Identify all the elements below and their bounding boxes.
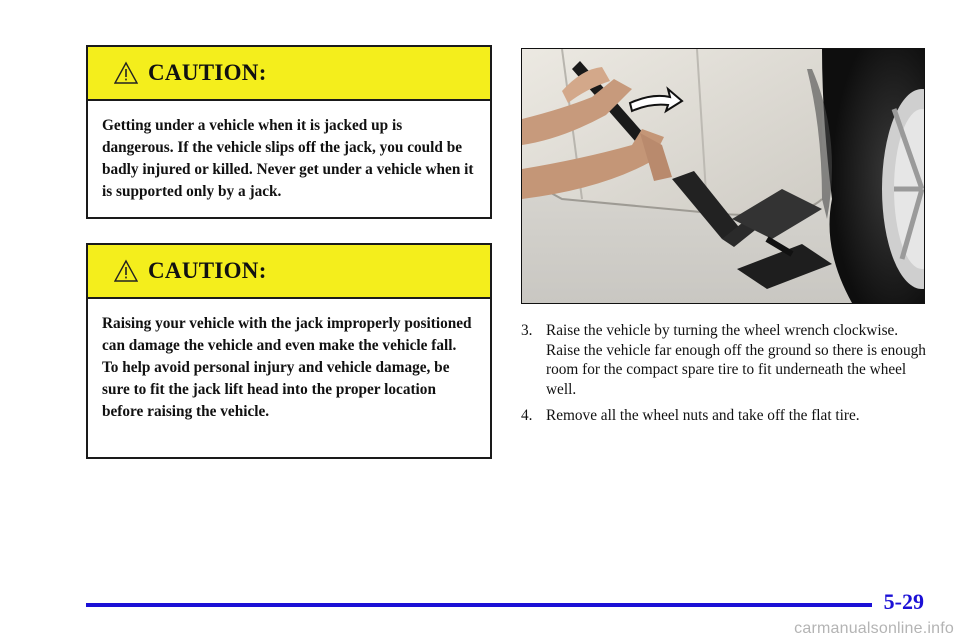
instruction-steps [521,321,931,433]
caution-box-1 [86,45,492,219]
watermark: carmanualsonline.info [794,620,954,637]
caution-box-2 [86,243,492,459]
caution-header [88,245,490,299]
warning-triangle-icon [114,259,138,283]
footer-rule [86,603,872,607]
warning-triangle-icon [114,61,138,85]
page-number: 5-29 [883,589,924,614]
caution-title: CAUTION: [148,258,267,283]
step-number: 4. [521,407,533,424]
jack-photo [521,48,925,304]
caution-title: CAUTION: [148,60,267,85]
caution-text: Getting under a vehicle when it is jacked up is dangerous. If the vehicle slips off the jack, you could be badly injured or killed. Never get under a vehicle when it is supported only by a jack. [88,101,490,217]
step-number: 3. [521,322,533,339]
caution-header [88,47,490,101]
caution-text: Raising your vehicle with the jack improperly positioned can damage the vehicle and even make the vehicle fall. To help avoid personal injury and vehicle damage, be sure to fit the jack lift head into the proper location before raising the vehicle. [88,299,490,437]
step-text: Remove all the wheel nuts and take off the flat tire. [546,407,860,424]
step-text: Raise the vehicle by turning the wheel wrench clockwise. Raise the vehicle far enough off the ground so there is enough room for the compact spare tire to fit underneath the wheel well. [546,322,926,398]
list-item [521,406,931,426]
list-item [521,321,931,399]
